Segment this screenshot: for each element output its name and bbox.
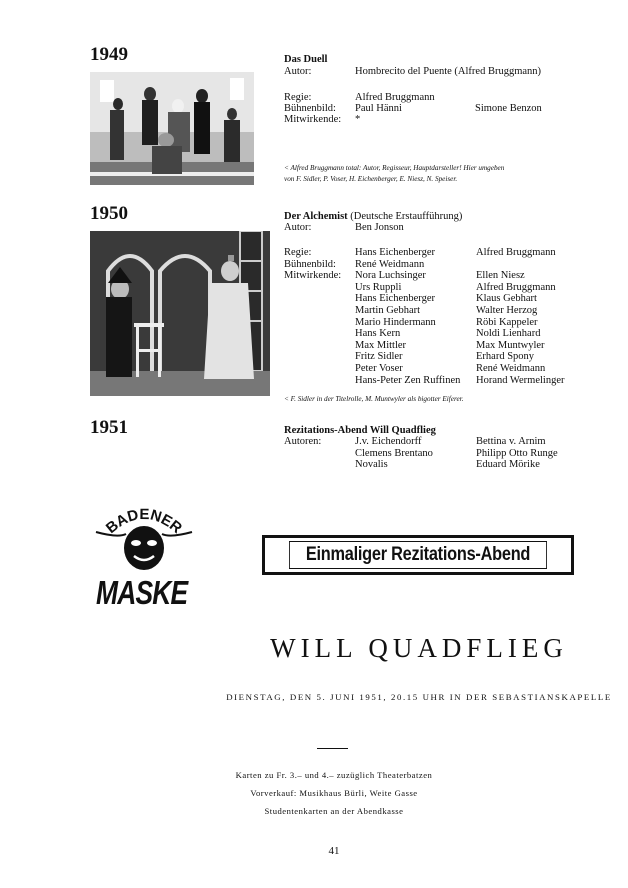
photo-das-duell [90,72,254,185]
list-item: Bettina v. Arnim [476,436,546,447]
list-item: Peter Voser [355,362,403,374]
list-item: Horand Wermelinger [476,374,565,386]
list-item: Klaus Gebhart [476,293,537,305]
buehnenbild-label-1949: Bühnenbild: [284,103,336,114]
divider-rule [317,748,348,749]
autoren-col1-1951 [355,436,433,471]
tickets-line-3: Studentenkarten an der Abendkasse [264,806,404,816]
labels-1950 [284,247,341,282]
list-item: Philipp Otto Runge [476,447,558,459]
list-item: Walter Herzog [476,304,538,316]
play-title-1949: Das Duell [284,54,328,65]
play-title-1950-text: Der Alchemist [284,211,348,222]
list-item: Max Mittler [355,339,407,351]
badener-maske-logo [92,494,196,578]
buehnenbild-1949: Paul Hänni [355,103,402,114]
title-box [262,535,574,575]
names-col1-1950 [355,247,460,386]
mitwirkende-label-1950: Mitwirkende: [284,270,342,282]
buehnenbild2-1949: Simone Benzon [475,103,542,114]
list-item: René Weidmann [476,362,546,374]
list-item: Hans-Peter Zen Ruffinen [355,374,461,386]
list-item: Novalis [355,459,388,471]
tickets-line-2: Vorverkauf: Musikhaus Bürli, Weite Gasse [250,788,418,798]
play-title-1951: Rezitations-Abend Will Quadflieg [284,425,436,436]
autor-label-1950: Autor: [284,222,312,233]
list-item: Clemens Brentano [355,447,433,459]
tickets-line-1: Karten zu Fr. 3.– und 4.– zuzüglich Theaterbatzen [235,770,433,780]
play-title-1950 [284,211,462,222]
year-1949: 1949 [90,44,128,65]
list-item: Martin Gebhart [355,304,421,316]
autor-1949: Hombrecito del Puente (Alfred Bruggmann) [355,66,542,77]
list-item: Alfred Bruggmann [476,281,556,293]
caption-1950: < F. Sidler in der Titelrolle, M. Muntwyler als bigotter Eiferer. [284,395,464,403]
list-item: Ellen Niesz [476,270,525,282]
caption-1949-line2: von F. Sidler, P. Voser, H. Eichenberger, E. Niesz, N. Speiser. [284,175,458,183]
list-item: Nora Luchsinger [355,270,426,282]
list-item: J.v. Eichendorff [355,436,422,447]
play-title-1950-note: (Deutsche Erstaufführung) [350,211,463,222]
autor-label-1949: Autor: [284,66,312,77]
list-item: Noldi Lienhard [476,328,541,340]
list-item: Eduard Mörike [476,459,540,471]
list-item: Mario Hindermann [355,316,436,328]
box-title: Einmaliger Rezitations-Abend [289,541,547,569]
list-item: Alfred Bruggmann [476,247,556,258]
list-item: Erhard Spony [476,351,535,363]
year-1951: 1951 [90,417,128,438]
autor-1950: Ben Jonson [355,222,404,233]
autoren-col2-1951 [476,436,558,471]
list-item: Fritz Sidler [355,351,403,363]
list-item: Max Muntwyler [476,339,545,351]
autoren-label-1951: Autoren: [284,436,322,447]
logo-word: MASKE [96,574,188,611]
caption-1949-line1: < Alfred Bruggmann total: Autor, Regisseur, Hauptdarsteller! Hier umgeben [284,164,505,172]
buehnenbild-label-1950: Bühnenbild: [284,258,336,270]
regie-1949: Alfred Bruggmann [355,92,435,103]
mitwirkende-1949: * [355,114,361,125]
list-item [476,259,564,271]
list-item: Hans Eichenberger [355,293,435,305]
list-item: Urs Ruppli [355,281,402,293]
logo-arc-text: BADENER [102,505,186,538]
regie-label-1950: Regie: [284,247,312,258]
list-item: Hans Eichenberger [355,247,435,258]
event-date-line: DIENSTAG, DEN 5. JUNI 1951, 20.15 UHR IN DER SEBASTIANSKAPELLE [226,692,612,702]
list-item: Hans Kern [355,328,401,340]
list-item: Röbi Kappeler [476,316,538,328]
year-1950: 1950 [90,203,128,224]
page-number: 41 [328,845,340,857]
photo-der-alchemist [90,231,270,396]
names-col2-1950 [476,247,564,386]
performer-name: WILL QUADFLIEG [270,633,568,663]
list-item: René Weidmann [355,258,425,270]
mitwirkende-label-1949: Mitwirkende: [284,114,342,125]
regie-label-1949: Regie: [284,92,312,103]
